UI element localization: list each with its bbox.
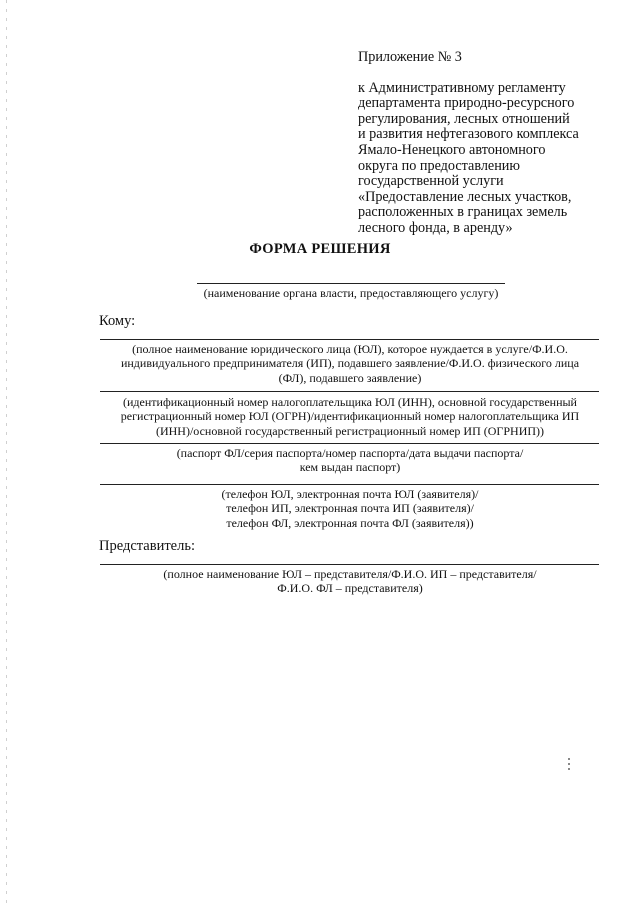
appendix-line: расположенных в границах земель [358,204,568,221]
appendix-line: и развития нефтегазового комплекса [358,126,579,143]
appendix-line: государственной услуги [358,173,504,190]
appendix-line: Ямало-Ненецкого автономного [358,141,546,158]
recipient-passport-caption: (паспорт ФЛ/серия паспорта/номер паспорта/дата выдачи паспорта/ кем выдан паспорт) [176,446,524,475]
recipient-ids-caption: (идентификационный номер налогоплательщика ЮЛ (ИНН), основной государственный регистрационный номер ЮЛ (ОГРН)/идентификационный номер налогоплательщика ИП (ИНН)/основной государственный регистрационный номер ИП (ОГРНИП)) [120,395,580,438]
appendix-line: лесного фонда, в аренду» [358,219,513,236]
appendix-line: округа по предоставлению [358,157,520,174]
appendix-line: департамента природно-ресурсного [358,95,575,112]
appendix-line: регулирования, лесных отношений [358,110,570,127]
appendix-header [358,50,618,237]
appendix-number: Приложение № 3 [358,49,462,65]
recipient-ids-line [100,391,599,392]
representative-line [100,564,599,565]
recipient-name-line [100,339,599,340]
authority-caption: (наименование органа власти, предоставляющего услугу) [203,286,499,300]
appendix-line: «Предоставление лесных участков, [358,188,572,205]
scan-edge-artifact [6,0,7,905]
representative-label: Представитель: [99,538,195,554]
appendix-line: к Административному регламенту [358,79,566,96]
authority-line [197,283,505,284]
to-label: Кому: [99,313,136,329]
recipient-contacts-line [100,484,599,485]
representative-caption: (полное наименование ЮЛ – представителя/Ф.И.О. ИП – представителя/ Ф.И.О. ФЛ – представителя) [163,567,537,596]
recipient-name-caption: (полное наименование юридического лица (ЮЛ), которое нуждается в услуге/Ф.И.О. индивидуального предпринимателя (ИП), подавшего заявление/Ф.И.О. физического лица (ФЛ), подавшего заявление) [120,342,580,385]
recipient-passport-line [100,443,599,444]
recipient-contacts-caption: (телефон ЮЛ, электронная почта ЮЛ (заявителя)/ телефон ИП, электронная почта ИП (заявителя)/ телефон ФЛ, электронная почта ФЛ (заявителя)) [221,487,479,530]
form-title: ФОРМА РЕШЕНИЯ [249,241,391,257]
scan-speck [568,758,570,772]
